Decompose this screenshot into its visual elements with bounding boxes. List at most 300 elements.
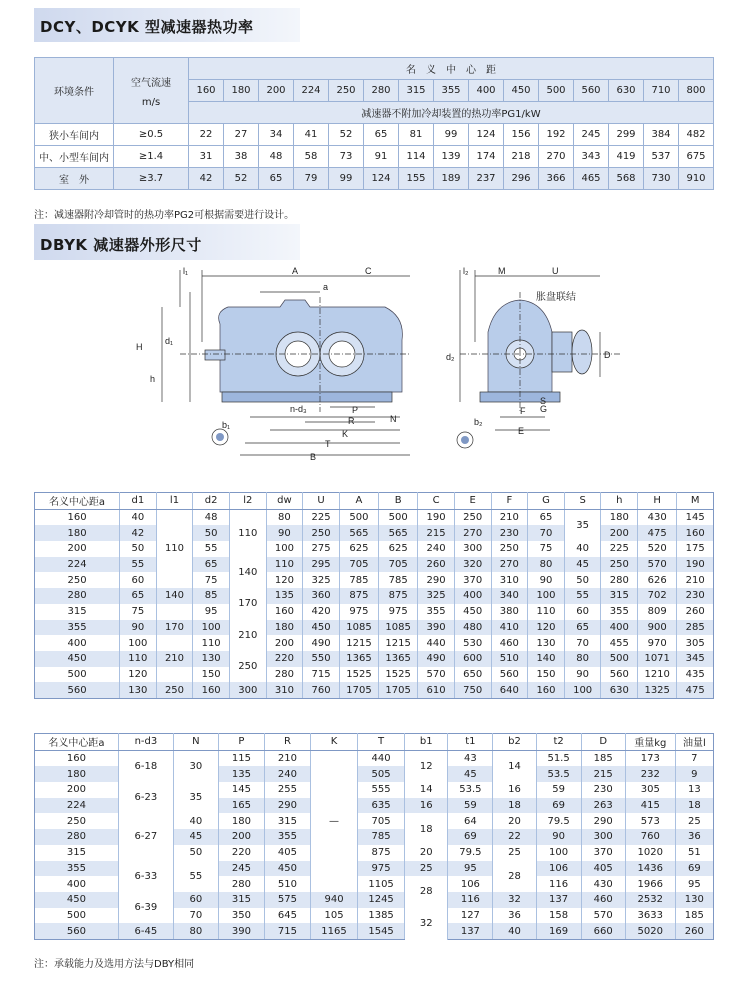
- table-cell: 1245: [358, 892, 405, 908]
- merged-cell: [156, 635, 193, 651]
- power-cell: 192: [539, 124, 574, 146]
- merged-cell: 28: [405, 876, 448, 907]
- header-cell: G: [528, 493, 565, 510]
- dim-f: F: [520, 406, 526, 416]
- power-cell: 465: [574, 168, 609, 190]
- header-cell: H: [638, 493, 677, 510]
- table-cell: 50: [120, 541, 157, 557]
- table-cell: 900: [638, 620, 677, 636]
- power-cell: 34: [259, 124, 294, 146]
- table-cell: 1085: [379, 620, 418, 636]
- section1-note: 注：减速器附冷却管时的热功率PG2可根据需要进行设计。: [34, 210, 295, 221]
- table-cell: 390: [218, 923, 264, 939]
- table-cell: 570: [418, 667, 455, 683]
- header-air-label: 空气流速: [131, 77, 171, 89]
- table-cell: 45: [564, 557, 601, 573]
- table-cell: 80: [173, 923, 218, 939]
- table-cell: 785: [358, 829, 405, 845]
- table-cell: 65: [120, 588, 157, 604]
- table-cell: 355: [264, 829, 310, 845]
- table-cell: [156, 604, 193, 620]
- table-cell: 25: [675, 813, 713, 829]
- table-cell: 70: [528, 525, 565, 541]
- table-cell: 75: [528, 541, 565, 557]
- header-cell: h: [601, 493, 638, 510]
- power-cell: 155: [399, 168, 434, 190]
- merged-cell: 210: [229, 620, 266, 651]
- table-cell: 350: [218, 908, 264, 924]
- power-cell: 73: [329, 146, 364, 168]
- table-cell: 640: [491, 682, 528, 698]
- dim-k: K: [342, 429, 349, 439]
- table-cell: 250: [156, 682, 193, 698]
- merged-cell: 55: [173, 861, 218, 892]
- dim-r: R: [348, 416, 355, 426]
- table-cell: 55: [193, 541, 230, 557]
- power-cell: 270: [539, 146, 574, 168]
- merged-cell: 6-39: [118, 892, 173, 923]
- power-cell: 65: [364, 124, 399, 146]
- table-cell: 300: [581, 829, 625, 845]
- power-cell: 81: [399, 124, 434, 146]
- table-cell: 116: [536, 876, 581, 892]
- table-cell: 90: [528, 572, 565, 588]
- table-cell: 255: [264, 782, 310, 798]
- power-cell: 58: [294, 146, 329, 168]
- table-cell: 100: [266, 541, 303, 557]
- table-cell: 160: [677, 525, 714, 541]
- merged-cell: 14: [493, 750, 536, 782]
- size-cell: 200: [259, 80, 294, 102]
- power-cell: 124: [364, 168, 399, 190]
- table-cell: 245: [218, 861, 264, 877]
- table-cell: 285: [677, 620, 714, 636]
- table-cell: 460: [581, 892, 625, 908]
- header-power: 减速器不附加冷却装置的热功率PG1/kW: [189, 102, 714, 124]
- env-cell: 狭小车间内: [35, 124, 114, 146]
- table-cell: 315: [35, 604, 120, 620]
- table-cell: 1325: [638, 682, 677, 698]
- dim-n: N: [390, 414, 397, 424]
- table-cell: 500: [35, 908, 119, 924]
- table-row: [35, 572, 714, 588]
- power-cell: 99: [329, 168, 364, 190]
- table-cell: 105: [310, 908, 357, 924]
- table-cell: 1210: [638, 667, 677, 683]
- table-cell: 36: [675, 829, 713, 845]
- power-cell: 245: [574, 124, 609, 146]
- header-cell: 名义中心距a: [35, 734, 119, 751]
- dim-d2: d₂: [446, 352, 455, 362]
- table-cell: 405: [581, 861, 625, 877]
- merged-cell: 140: [229, 557, 266, 588]
- table-cell: 450: [454, 604, 491, 620]
- merged-cell: 6-18: [118, 750, 173, 782]
- table-cell: 490: [418, 651, 455, 667]
- merged-cell: 250: [229, 651, 266, 682]
- table-cell: 79.5: [448, 845, 493, 861]
- dim-c: C: [365, 266, 372, 276]
- table-cell: 325: [303, 572, 340, 588]
- table-cell: 450: [303, 620, 340, 636]
- table-cell: 1165: [310, 923, 357, 939]
- env-cell: 室 外: [35, 168, 114, 190]
- table-cell: 65: [564, 620, 601, 636]
- table-cell: 160: [193, 682, 230, 698]
- table-cell: 2532: [625, 892, 675, 908]
- header-cell: 名义中心距a: [35, 493, 120, 510]
- table-cell: 310: [266, 682, 303, 698]
- size-cell: 224: [294, 80, 329, 102]
- table-cell: 145: [677, 509, 714, 525]
- table-cell: 60: [564, 604, 601, 620]
- table-cell: 1071: [638, 651, 677, 667]
- table-cell: 95: [448, 861, 493, 877]
- table-cell: 500: [35, 667, 120, 683]
- table-cell: 1385: [358, 908, 405, 924]
- table-cell: 555: [358, 782, 405, 798]
- table-cell: 69: [448, 829, 493, 845]
- table-cell: 250: [491, 541, 528, 557]
- table-cell: 875: [358, 845, 405, 861]
- table-cell: 310: [491, 572, 528, 588]
- table-cell: 450: [35, 892, 119, 908]
- table-cell: 190: [418, 509, 455, 525]
- table-cell: 60: [120, 572, 157, 588]
- table-cell: 760: [625, 829, 675, 845]
- table-cell: 210: [264, 750, 310, 766]
- header-cell: 油量l: [675, 734, 713, 751]
- table-cell: 400: [601, 620, 638, 636]
- table-cell: 160: [528, 682, 565, 698]
- table-cell: 18: [493, 798, 536, 814]
- table-cell: 40: [564, 541, 601, 557]
- table-cell: 715: [264, 923, 310, 939]
- table-cell: 290: [581, 813, 625, 829]
- merged-cell: 28: [493, 861, 536, 892]
- table-cell: 90: [120, 620, 157, 636]
- table-cell: 250: [454, 509, 491, 525]
- table-cell: 110: [266, 557, 303, 573]
- table-cell: 505: [358, 766, 405, 782]
- table-cell: 626: [638, 572, 677, 588]
- table-cell: 645: [264, 908, 310, 924]
- table-cell: 130: [528, 635, 565, 651]
- table-cell: 450: [35, 651, 120, 667]
- table-cell: 100: [120, 635, 157, 651]
- table-cell: 32: [493, 892, 536, 908]
- air-cell: ≥1.4: [114, 146, 189, 168]
- table-cell: 400: [35, 635, 120, 651]
- table-cell: 305: [625, 782, 675, 798]
- table-row: [35, 813, 714, 829]
- table-cell: 320: [454, 557, 491, 573]
- table-cell: 565: [339, 525, 378, 541]
- table-cell: 180: [35, 525, 120, 541]
- table-row: [35, 682, 714, 698]
- table-cell: 130: [193, 651, 230, 667]
- table-cell: 570: [638, 557, 677, 573]
- table-cell: 60: [173, 892, 218, 908]
- table-cell: 280: [35, 588, 120, 604]
- table-cell: 160: [35, 509, 120, 525]
- merged-cell: 110: [156, 509, 193, 588]
- table-cell: 1525: [379, 667, 418, 683]
- table-cell: 140: [528, 651, 565, 667]
- table-cell: 455: [601, 635, 638, 651]
- table-cell: 65: [193, 557, 230, 573]
- table-cell: 135: [266, 588, 303, 604]
- table-cell: 20: [493, 813, 536, 829]
- table-cell: 50: [193, 525, 230, 541]
- power-cell: 218: [504, 146, 539, 168]
- dim-a-upper: A: [292, 266, 299, 276]
- table-cell: 625: [379, 541, 418, 557]
- power-cell: 730: [644, 168, 679, 190]
- table-cell: 1966: [625, 876, 675, 892]
- table-cell: 440: [358, 750, 405, 766]
- table-cell: 280: [35, 829, 119, 845]
- table-cell: 430: [638, 509, 677, 525]
- table-cell: 370: [581, 845, 625, 861]
- power-cell: 568: [609, 168, 644, 190]
- dim-l2: l₂: [463, 266, 469, 276]
- table-cell: 225: [601, 541, 638, 557]
- table-cell: 275: [303, 541, 340, 557]
- table-cell: 165: [218, 798, 264, 814]
- table-cell: 785: [379, 572, 418, 588]
- table-cell: 95: [675, 876, 713, 892]
- power-cell: 41: [294, 124, 329, 146]
- header-cell: l1: [156, 493, 193, 510]
- dim-b1: b₁: [222, 420, 231, 430]
- size-cell: 400: [469, 80, 504, 102]
- section1-title: DCY、DCYK 型减速器热功率: [40, 18, 254, 36]
- thermal-power-table: [34, 57, 714, 190]
- power-cell: 910: [679, 168, 714, 190]
- table-cell: 220: [266, 651, 303, 667]
- table-cell: 25: [405, 861, 448, 877]
- dim-t: T: [325, 439, 331, 449]
- table-cell: 340: [491, 588, 528, 604]
- table-row: [35, 892, 714, 908]
- table-cell: 90: [564, 667, 601, 683]
- table-cell: 180: [35, 766, 119, 782]
- table-cell: 100: [536, 845, 581, 861]
- table-cell: 260: [677, 604, 714, 620]
- table-cell: 137: [448, 923, 493, 939]
- table-cell: 975: [379, 604, 418, 620]
- dim-m: M: [498, 266, 506, 276]
- front-view: [136, 266, 410, 462]
- power-cell: 22: [189, 124, 224, 146]
- table-cell: 1215: [339, 635, 378, 651]
- table-cell: 315: [601, 588, 638, 604]
- dim-u: U: [552, 266, 559, 276]
- table-cell: 169: [536, 923, 581, 939]
- table-cell: 360: [303, 588, 340, 604]
- table-cell: 460: [491, 635, 528, 651]
- table-cell: 224: [35, 557, 120, 573]
- table-cell: 100: [193, 620, 230, 636]
- header-cell: K: [310, 734, 357, 751]
- table-row: [35, 750, 714, 766]
- table-cell: 42: [120, 525, 157, 541]
- table-cell: 1365: [339, 651, 378, 667]
- table-cell: 210: [491, 509, 528, 525]
- table-cell: 295: [303, 557, 340, 573]
- table-cell: 440: [418, 635, 455, 651]
- table-cell: 1436: [625, 861, 675, 877]
- table-cell: 25: [493, 845, 536, 861]
- table-cell: 70: [564, 635, 601, 651]
- power-cell: 343: [574, 146, 609, 168]
- dim-d: D: [604, 350, 611, 360]
- table-cell: 50: [564, 572, 601, 588]
- table-cell: 415: [625, 798, 675, 814]
- table-cell: 635: [358, 798, 405, 814]
- table-cell: 85: [193, 588, 230, 604]
- table-cell: 40: [493, 923, 536, 939]
- header-cell: l2: [229, 493, 266, 510]
- size-cell: 180: [224, 80, 259, 102]
- header-cell: d2: [193, 493, 230, 510]
- table-cell: 80: [266, 509, 303, 525]
- section1-banner: [34, 8, 300, 42]
- table-cell: 135: [218, 766, 264, 782]
- table-cell: 170: [156, 620, 193, 636]
- power-cell: 384: [644, 124, 679, 146]
- label-expansion-coupling: 胀盘联结: [536, 292, 576, 303]
- table-cell: 200: [35, 541, 120, 557]
- power-cell: 537: [644, 146, 679, 168]
- header-cell: dw: [266, 493, 303, 510]
- table-cell: 705: [339, 557, 378, 573]
- table-cell: 280: [601, 572, 638, 588]
- table-cell: 173: [625, 750, 675, 766]
- table-cell: 48: [193, 509, 230, 525]
- table-cell: 240: [264, 766, 310, 782]
- table-cell: 1215: [379, 635, 418, 651]
- table-cell: 51: [675, 845, 713, 861]
- header-center-distance: 名 义 中 心 距: [189, 58, 714, 80]
- table-cell: 190: [677, 557, 714, 573]
- size-cell: 710: [644, 80, 679, 102]
- table-cell: 970: [638, 635, 677, 651]
- env-cell: 中、小型车间内: [35, 146, 114, 168]
- dim-b: B: [310, 452, 317, 462]
- header-cell: t2: [536, 734, 581, 751]
- table-cell: 65: [528, 509, 565, 525]
- table-cell: 130: [120, 682, 157, 698]
- table-cell: 345: [677, 651, 714, 667]
- section2-banner: [34, 224, 300, 260]
- header-cell: M: [677, 493, 714, 510]
- dim-h-upper: H: [136, 342, 143, 352]
- table-cell: 180: [266, 620, 303, 636]
- table-cell: 600: [454, 651, 491, 667]
- dim-p: P: [352, 405, 359, 415]
- table-cell: 130: [675, 892, 713, 908]
- merged-cell: 30: [173, 750, 218, 782]
- table-header-row: [35, 493, 714, 510]
- table-cell: 975: [358, 861, 405, 877]
- table-cell: 875: [379, 588, 418, 604]
- table-cell: 1525: [339, 667, 378, 683]
- size-cell: 315: [399, 80, 434, 102]
- header-cell: C: [418, 493, 455, 510]
- header-cell: U: [303, 493, 340, 510]
- table-cell: 14: [405, 782, 448, 798]
- table-cell: 355: [35, 861, 119, 877]
- header-cell: 重量kg: [625, 734, 675, 751]
- merged-cell: [156, 667, 193, 683]
- table-cell: 53.5: [536, 766, 581, 782]
- table-cell: 625: [339, 541, 378, 557]
- table-cell: 263: [581, 798, 625, 814]
- table-cell: 1365: [379, 651, 418, 667]
- table-cell: 565: [379, 525, 418, 541]
- table-cell: 158: [536, 908, 581, 924]
- size-cell: 160: [189, 80, 224, 102]
- table-cell: 9: [675, 766, 713, 782]
- dim-e: E: [518, 426, 525, 436]
- table-cell: 200: [35, 782, 119, 798]
- power-cell: 114: [399, 146, 434, 168]
- power-cell: 48: [259, 146, 294, 168]
- table-cell: 53.5: [448, 782, 493, 798]
- table-cell: 660: [581, 923, 625, 939]
- power-cell: 189: [434, 168, 469, 190]
- table-cell: 40: [120, 509, 157, 525]
- dimension-table-2: [34, 733, 714, 940]
- table-cell: 225: [303, 509, 340, 525]
- size-cell: 800: [679, 80, 714, 102]
- dim-d1: d₁: [165, 336, 174, 346]
- dim-h-lower: h: [150, 374, 156, 384]
- table-cell: 200: [218, 829, 264, 845]
- power-cell: 38: [224, 146, 259, 168]
- table-cell: 560: [35, 923, 119, 939]
- table-row: [35, 861, 714, 877]
- header-cell: b2: [493, 734, 536, 751]
- power-cell: 124: [469, 124, 504, 146]
- table-cell: 325: [418, 588, 455, 604]
- header-cell: F: [491, 493, 528, 510]
- table-cell: 250: [303, 525, 340, 541]
- table-cell: 260: [418, 557, 455, 573]
- dim-nd3: n-d₃: [290, 404, 307, 414]
- table-cell: 100: [564, 682, 601, 698]
- table-cell: 90: [266, 525, 303, 541]
- table-cell: 185: [581, 750, 625, 766]
- table-cell: 106: [448, 876, 493, 892]
- power-cell: 42: [189, 168, 224, 190]
- table-row: [35, 620, 714, 636]
- table-cell: 560: [35, 682, 120, 698]
- table-cell: 355: [35, 620, 120, 636]
- header-cell: R: [264, 734, 310, 751]
- merged-cell: 35: [173, 782, 218, 813]
- table-row: [35, 525, 714, 541]
- table-cell: 240: [418, 541, 455, 557]
- table-cell: 95: [193, 604, 230, 620]
- table-cell: 315: [218, 892, 264, 908]
- table-cell: 45: [173, 829, 218, 845]
- table-cell: 70: [173, 908, 218, 924]
- table-cell: 3633: [625, 908, 675, 924]
- table-cell: 450: [264, 861, 310, 877]
